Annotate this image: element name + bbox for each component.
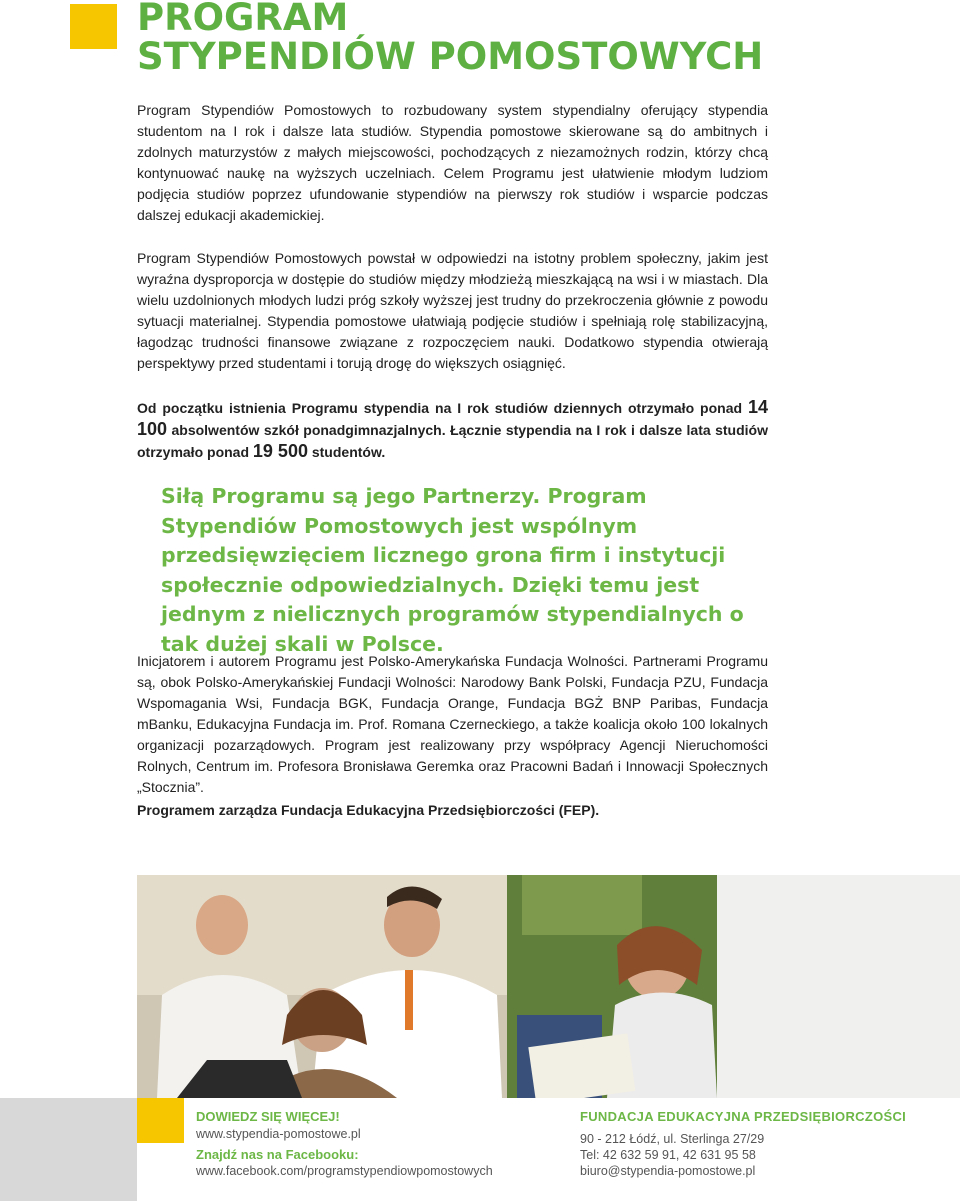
background-paragraph: Program Stypendiów Pomostowych powstał w odpowiedzi na istotny problem społeczny, jakim jest wyraźna dysproporcja w dostępie do studiów między młodzieżą mieszkającą na wsi i w miastach. Dla wielu uzdolnionych młodych ludzi próg szkoły wyższej jest trudny do przekroczenia głównie z powodu sytuacji materialnej. Stypendia pomostowe ułatwiają podjęcie studiów i spełniają rolę stabilizacyjną, łagodząc trudności finansowe związane z rozpoczęciem nauki. Dodatkowo stypendia otwierają perspektywy przed studentami i torują drogę do większych osiągnięć. bbox=[137, 250, 768, 371]
footer-yellow-square bbox=[137, 1098, 184, 1143]
stats-text-3: studentów. bbox=[307, 444, 386, 460]
website-link[interactable]: www.stypendia-pomostowe.pl bbox=[196, 1127, 361, 1141]
organization-phone: Tel: 42 632 59 91, 42 631 95 58 bbox=[580, 1148, 756, 1162]
footer-grey-block bbox=[0, 1098, 137, 1201]
students-photo bbox=[137, 875, 717, 1098]
partners-paragraph: Inicjatorem i autorem Programu jest Polsko-Amerykańska Fundacja Wolności. Partnerami Programu są, obok Polsko-Amerykańskiej Fundacji Wolności: Narodowy Bank Polski, Fundacja PZU, Fundacja Wspomagania Wsi, Fundacja BGK, Fundacja Orange, Fundacja BGŻ BNP Paribas, Fundacja mBanku, Edukacyjna Fundacja im. Prof. Romana Czerneckiego, a także koalicja około 100 lokalnych organizacji pozarządowych. Program jest realizowany przy współpracy Agencji Nieruchomości Rolnych, Centrum im. Profesora Bronisława Geremka oraz Pracowni Badań i Innowacji Społecznych „Stocznia”. bbox=[137, 653, 768, 795]
organization-email[interactable]: biuro@stypendia-pomostowe.pl bbox=[580, 1164, 756, 1178]
page-title bbox=[137, 0, 763, 76]
title-line-2: STYPENDIÓW POMOSTOWYCH bbox=[137, 35, 764, 78]
yellow-accent-square bbox=[70, 4, 117, 49]
partners-pull-quote: Siłą Programu są jego Partnerzy. Program Stypendiów Pomostowych jest wspólnym przedsięwzięciem licznego grona firm i instytucji społecznie odpowiedzialnych. Dzięki temu jest jednym z nielicznych programów stypendialnych o tak dużej skali w Polsce. bbox=[161, 484, 744, 656]
learn-more-heading: DOWIEDZ SIĘ WIĘCEJ! bbox=[196, 1109, 340, 1124]
stats-text-2: absolwentów szkół ponadgimnazjalnych. Łącznie stypendia na I rok i dalsze lata studiów otrzymało ponad bbox=[137, 422, 768, 460]
stats-number-graduates: 14 100 bbox=[137, 397, 768, 439]
stats-number-students: 19 500 bbox=[252, 441, 308, 461]
statistics-paragraph bbox=[137, 397, 768, 463]
intro-paragraph: Program Stypendiów Pomostowych to rozbudowany system stypendialny oferujący stypendia studentom na I rok i dalsze lata studiów. Stypendia pomostowe skierowane są do ambitnych i zdolnych maturzystów z małych miejscowości, pochodzących z niezamożnych rodzin, którzy chcą kontynuować naukę na wyższych uczelniach. Celem Programu jest ułatwienie młodym ludziom podjęcia studiów poprzez ufundowanie stypendiów na pierwszy rok studiów i wsparcie podczas dalszej edukacji akademickiej. bbox=[137, 102, 768, 223]
organization-name: FUNDACJA EDUKACYJNA PRZEDSIĘBIORCZOŚCI bbox=[580, 1109, 907, 1124]
facebook-link[interactable]: www.facebook.com/programstypendiowpomostowych bbox=[196, 1164, 493, 1178]
facebook-heading: Znajdź nas na Facebooku: bbox=[196, 1147, 359, 1162]
stats-text-1: Od początku istnienia Programu stypendia na I rok studiów dziennych otrzymało ponad bbox=[137, 400, 748, 416]
organization-address: 90 - 212 Łódź, ul. Sterlinga 27/29 bbox=[580, 1132, 765, 1146]
students-photo-illustration bbox=[137, 875, 717, 1098]
management-paragraph: Programem zarządza Fundacja Edukacyjna Przedsiębiorczości (FEP). bbox=[137, 802, 600, 818]
title-line-1: PROGRAM bbox=[137, 0, 349, 39]
